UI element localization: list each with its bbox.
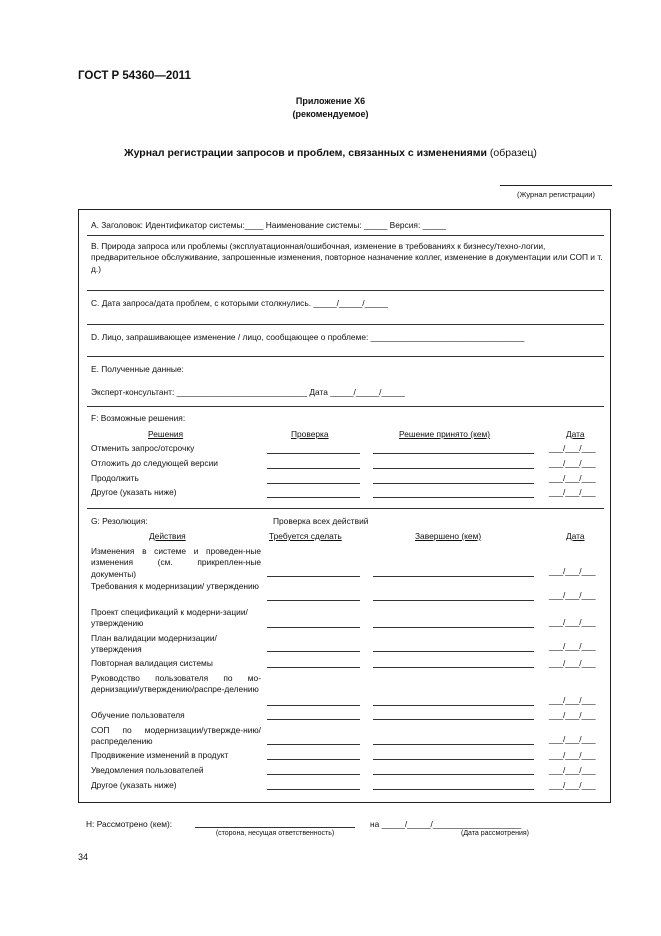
g-done-blank: [373, 705, 534, 706]
f-check-blank: [267, 453, 360, 454]
f-decision-blank: [373, 468, 534, 469]
f-row: Отложить до следующей версии: [91, 458, 218, 468]
section-c: C. Дата запроса/дата проблем, с которыми столкнулись. _____/_____/_____: [91, 298, 388, 308]
g-done-blank: [373, 744, 534, 745]
divider: [87, 324, 604, 325]
g-done-blank: [373, 719, 534, 720]
g-subtitle: Проверка всех действий: [273, 516, 369, 526]
form-title: [0, 147, 661, 159]
g-col-done: Завершено (кем): [415, 531, 482, 541]
g-required-blank: [267, 774, 360, 775]
section-d: D. Лицо, запрашивающее изменение / лицо, сообщающее о проблеме: _________________________________: [91, 332, 525, 342]
g-date-blank: ___/___/___: [549, 617, 596, 627]
g-done-blank: [373, 651, 534, 652]
f-col-decision: Решение принято (кем): [399, 429, 491, 439]
responsible-caption: (сторона, несущая ответственность): [215, 830, 335, 837]
form-title-suffix: (образец): [489, 147, 537, 159]
g-required-blank: [267, 600, 360, 601]
g-row: План валидации модернизации/ утверждения: [91, 633, 217, 655]
g-required-blank: [267, 789, 360, 790]
g-required-blank: [267, 627, 360, 628]
f-row: Отменить запрос/отсрочку: [91, 443, 195, 453]
g-done-blank: [373, 759, 534, 760]
g-required-blank: [267, 651, 360, 652]
review-date-field: на _____/_____/___________________: [370, 819, 522, 829]
f-col-date: Дата: [566, 429, 585, 439]
g-done-blank: [373, 774, 534, 775]
divider: [87, 356, 604, 357]
g-row: Требования к модернизации/ утверждению: [91, 581, 259, 591]
g-col-date: Дата: [566, 531, 585, 541]
divider: [87, 406, 604, 407]
reviewed-by-label: H: Рассмотрено (кем):: [86, 819, 173, 829]
f-date-blank: ___/___/___: [549, 458, 596, 468]
review-date-caption: (Дата рассмотрения): [460, 830, 529, 837]
divider: [87, 508, 604, 509]
appendix-note: (рекомендуемое): [292, 109, 369, 119]
g-required-blank: [267, 719, 360, 720]
f-row: Другое (указать ниже): [91, 487, 177, 497]
g-row: Изменения в системе и проведен-ные изменения (см. прикреплен-ные документы): [91, 546, 261, 579]
g-date-blank: ___/___/___: [549, 734, 596, 744]
f-decision-blank: [373, 453, 534, 454]
registration-blank: [500, 185, 612, 186]
g-done-blank: [373, 667, 534, 668]
g-date-blank: ___/___/___: [549, 750, 596, 760]
f-col-solutions: Решения: [148, 429, 184, 439]
g-required-blank: [267, 744, 360, 745]
divider: [87, 235, 604, 236]
g-done-blank: [373, 789, 534, 790]
f-date-blank: ___/___/___: [549, 443, 596, 453]
g-col-actions: Действия: [149, 531, 186, 541]
g-required-blank: [267, 576, 360, 577]
section-e-title: E. Полученные данные:: [91, 364, 184, 374]
f-check-blank: [267, 468, 360, 469]
f-decision-blank: [373, 483, 534, 484]
divider: [87, 290, 604, 291]
section-b: B. Природа запроса или проблемы (эксплуатационная/ошибочная, изменение в требованиях к бизнесу/техно-логии, предварительное обслуживание, запрошенные изменения, повторное назначение коллег, изменение в документации или СОП и т. д.): [91, 241, 603, 274]
g-required-blank: [267, 705, 360, 706]
reviewed-by-blank: [195, 827, 355, 828]
g-row: Другое (указать ниже): [91, 780, 177, 790]
registration-caption: (Журнал регистрации): [517, 190, 595, 199]
page-number: 34: [78, 852, 89, 862]
document-code: ГОСТ Р 54360—2011: [78, 70, 191, 82]
f-decision-blank: [373, 497, 534, 498]
appendix-title: Приложение Х6: [295, 96, 366, 106]
form-title-main: Журнал регистрации запросов и проблем, связанных с изменениями: [124, 147, 487, 159]
g-date-blank: ___/___/___: [549, 780, 596, 790]
g-row: Проект спецификаций к модерни-зации/утверждению: [91, 607, 248, 629]
section-f-title: F: Возможные решения:: [91, 413, 186, 423]
g-row: Повторная валидация системы: [91, 658, 213, 668]
g-row: Продвижение изменений в продукт: [91, 750, 229, 760]
g-row: СОП по модернизации/утвержде-нию/распределению: [91, 725, 261, 747]
form-box: [78, 209, 611, 803]
section-g-title: G: Резолюция:: [91, 516, 148, 526]
g-date-blank: ___/___/___: [549, 658, 596, 668]
g-date-blank: ___/___/___: [549, 566, 596, 576]
f-date-blank: ___/___/___: [549, 487, 596, 497]
g-required-blank: [267, 667, 360, 668]
f-check-blank: [267, 483, 360, 484]
section-e-expert: Эксперт-консультант: ____________________________ Дата _____/_____/_____: [91, 387, 405, 397]
g-row: Уведомления пользователей: [91, 765, 204, 775]
g-date-blank: ___/___/___: [549, 641, 596, 651]
g-date-blank: ___/___/___: [549, 590, 596, 600]
g-row: Руководство пользователя по мо-дернизации/утверждению/распре-делению: [91, 673, 261, 695]
g-date-blank: ___/___/___: [549, 710, 596, 720]
section-a: A. Заголовок: Идентификатор системы:____ Наименование системы: _____ Версия: _____: [91, 220, 446, 230]
g-done-blank: [373, 627, 534, 628]
g-required-blank: [267, 759, 360, 760]
g-row: Обучение пользователя: [91, 710, 185, 720]
f-check-blank: [267, 497, 360, 498]
f-row: Продолжить: [91, 473, 139, 483]
f-col-check: Проверка: [291, 429, 329, 439]
f-date-blank: ___/___/___: [549, 473, 596, 483]
g-col-required: Требуется сделать: [269, 531, 342, 541]
g-date-blank: ___/___/___: [549, 695, 596, 705]
g-done-blank: [373, 576, 534, 577]
g-date-blank: ___/___/___: [549, 765, 596, 775]
g-done-blank: [373, 600, 534, 601]
